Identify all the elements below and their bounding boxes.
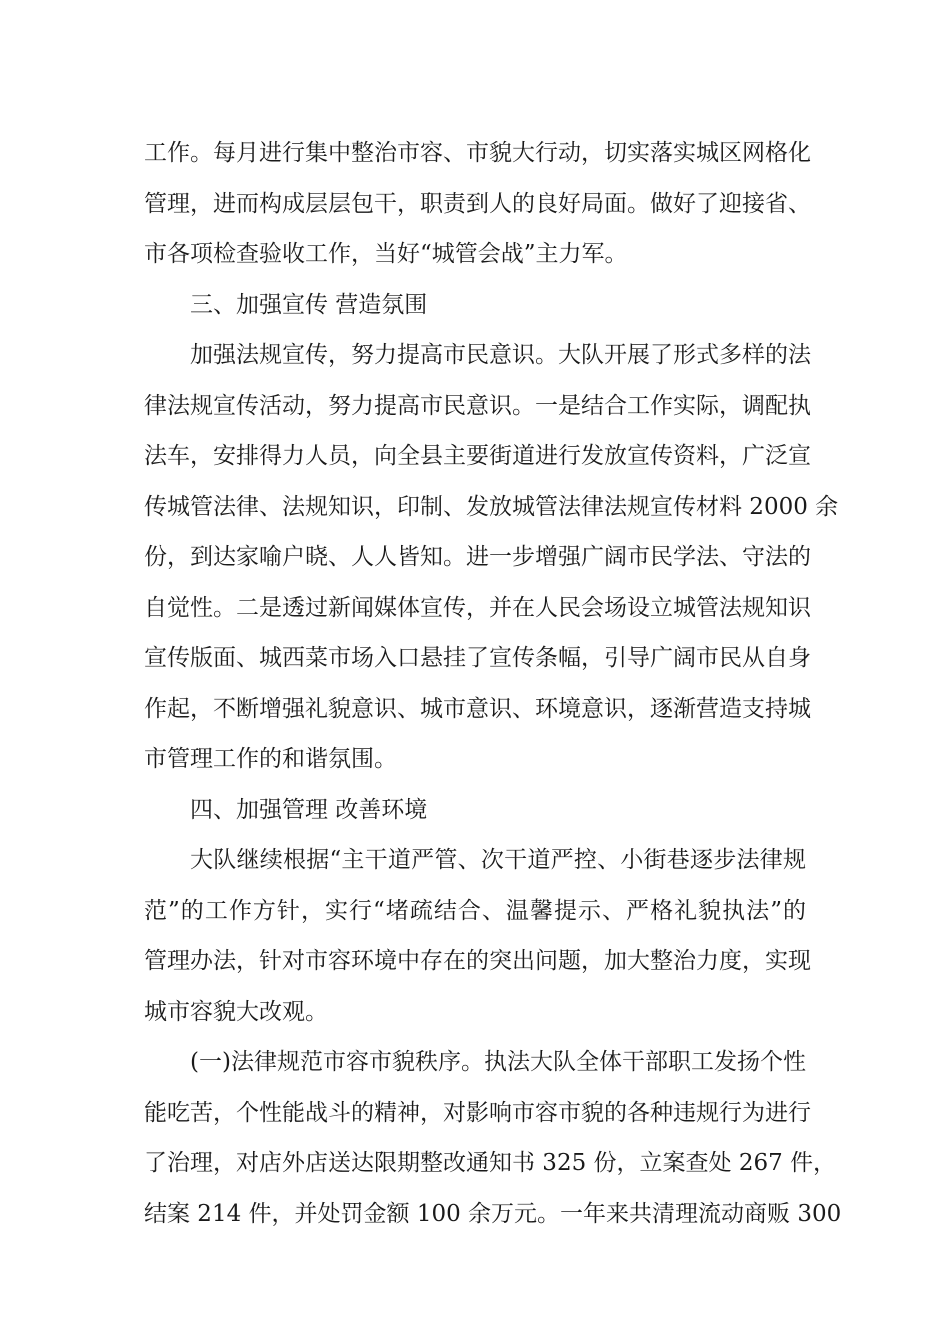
section-heading-4: 四、加强管理 改善环境 xyxy=(190,796,428,823)
body-text-line: 法车，安排得力人员，向全县主要街道进行发放宣传资料，广泛宣 xyxy=(144,443,811,469)
body-text-line: 管理办法，针对市容环境中存在的突出问题，加大整治力度，实现 xyxy=(144,948,811,974)
body-text-line: 结案 214 件，并处罚金额 100 余万元。一年来共清理流动商贩 300 xyxy=(144,1200,842,1227)
body-text-line: 份，到达家喻户晓、人人皆知。进一步增强广阔市民学法、守法的 xyxy=(144,544,811,570)
section-heading-3: 三、加强宣传 营造氛围 xyxy=(190,291,428,318)
body-text-line: 律法规宣传活动，努力提高市民意识。一是结合工作实际，调配执 xyxy=(144,392,811,419)
body-text-line: 城市容貌大改观。 xyxy=(144,998,328,1025)
body-text-line: 加强法规宣传，努力提高市民意识。大队开展了形式多样的法 xyxy=(190,342,811,368)
body-text-line: 能吃苦，个性能战斗的精神，对影响市容市貌的各种违规行为进行 xyxy=(144,1099,811,1126)
body-text-line: 市各项检查验收工作，当好“城管会战”主力军。 xyxy=(144,241,628,267)
body-text-line: 大队继续根据“主干道严管、次干道严控、小街巷逐步法律规 xyxy=(190,847,806,873)
body-text-line: 作起，不断增强礼貌意识、城市意识、环境意识，逐渐营造支持城 xyxy=(144,695,811,722)
subsection-text-line: (一)法律规范市容市貌秩序。执法大队全体干部职工发扬个性 xyxy=(190,1049,806,1075)
body-text-line: 了治理，对店外店送达限期整改通知书 325 份，立案查处 267 件， xyxy=(144,1150,837,1176)
body-text-line: 传城管法律、法规知识，印制、发放城管法律法规宣传材料 2000 余 xyxy=(144,493,839,520)
body-text-line: 市管理工作的和谐氛围。 xyxy=(144,746,397,772)
body-text-line: 范”的工作方针，实行“堵疏结合、温馨提示、严格礼貌执法”的 xyxy=(144,897,806,924)
body-text-line: 宣传版面、城西菜市场入口悬挂了宣传条幅，引导广阔市民从自身 xyxy=(144,645,811,671)
body-text-line: 工作。每月进行集中整治市容、市貌大行动，切实落实城区网格化 xyxy=(144,140,811,166)
body-text-line: 管理，进而构成层层包干，职责到人的良好局面。做好了迎接省、 xyxy=(144,190,811,217)
body-text-line: 自觉性。二是透过新闻媒体宣传，并在人民会场设立城管法规知识 xyxy=(144,594,811,621)
